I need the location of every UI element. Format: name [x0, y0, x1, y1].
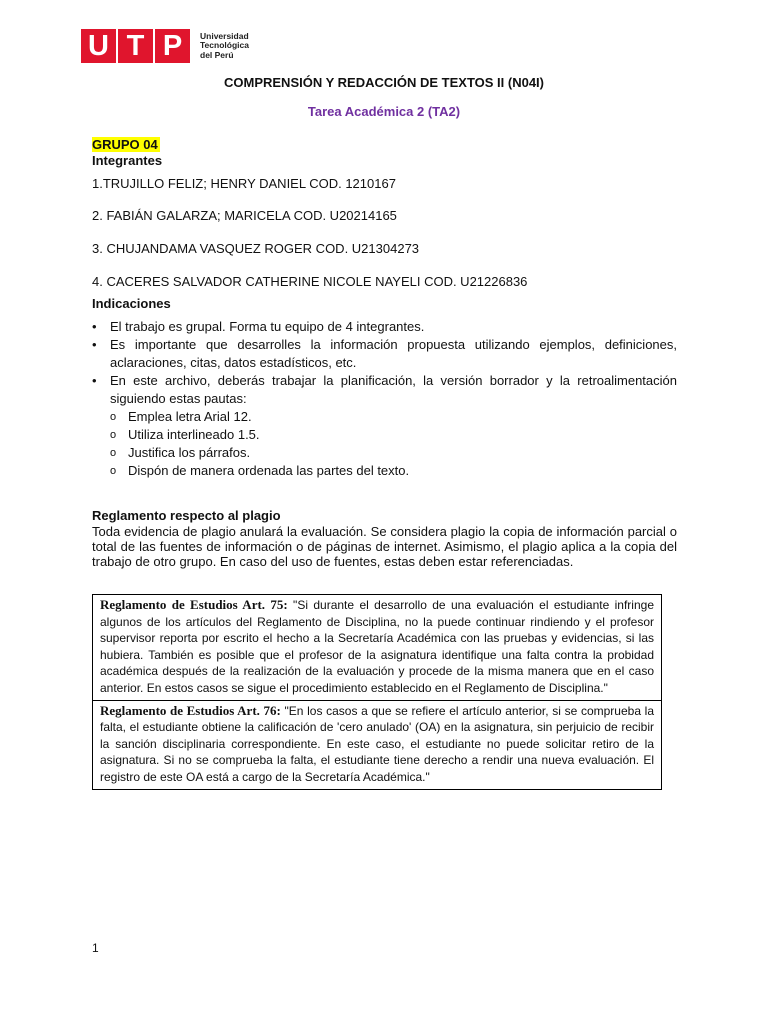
instruction-item: • El trabajo es grupal. Forma tu equipo de 4 integrantes.	[92, 318, 677, 336]
regulation-heading: Reglamento de Estudios Art. 75:	[100, 597, 288, 612]
document-subtitle: Tarea Académica 2 (TA2)	[307, 104, 461, 119]
member-4: 4. CACERES SALVADOR CATHERINE NICOLE NAYELI COD. U21226836	[92, 274, 528, 289]
instruction-item: • Es importante que desarrolles la información propuesta utilizando ejemplos, definiciones, aclaraciones, citas, datos estadísticos, etc.	[92, 336, 677, 372]
group-label: GRUPO 04	[92, 137, 158, 152]
instruction-item	[92, 372, 677, 480]
member-3: 3. CHUJANDAMA VASQUEZ ROGER COD. U21304273	[92, 241, 420, 256]
logo-line-1: Universidad	[200, 30, 249, 41]
regulation-cell	[93, 595, 662, 701]
regulation-cell	[93, 700, 662, 789]
instruction-subitem: o Dispón de manera ordenada las partes del texto.	[110, 462, 677, 480]
instructions-title: Indicaciones	[92, 296, 171, 311]
regulation-row	[93, 700, 662, 789]
logo-university-name	[200, 32, 249, 61]
member-2: 2. FABIÁN GALARZA; MARICELA COD. U20214165	[92, 208, 397, 223]
instruction-item-text: En este archivo, deberás trabajar la planificación, la versión borrador y la retroalimentación siguiendo estas pautas:	[110, 373, 677, 406]
members-label: Integrantes	[92, 153, 163, 168]
regulation-text: "Si durante el desarrollo de una evaluación el estudiante infringe algunos de los artículos del Reglamento de Disciplina, no la puede continuar rindiendo y el profesor supervisor reporta por escrito el hecho a la Secretaría Académica con las pruebas y evidencias, si las hubiera. También es posible que el profesor de la asignatura identifique una falta contra la probidad académica después de la realización de la evaluación y procede de la misma manera que en el caso anterior. En estos casos se sigue el procedimiento establecido en el Reglamento de Disciplina."	[100, 598, 654, 695]
utp-logo	[81, 28, 249, 64]
logo-line-3: del Perú	[200, 49, 234, 60]
instruction-sublist	[110, 408, 677, 480]
instruction-subitem: o Justifica los párrafos.	[110, 444, 677, 462]
logo-letter-p: P	[155, 29, 190, 63]
member-1: 1.TRUJILLO FELIZ; HENRY DANIEL COD. 1210167	[92, 176, 396, 191]
regulation-row	[93, 595, 662, 701]
regulation-text: "En los casos a que se refiere el artículo anterior, si se comprueba la falta, el estudiante obtiene la calificación de 'cero anulado' (OA) en la asignatura, sin perjuicio de recibir la sanción disciplinaria correspondiente. En este caso, el estudiante no puede solicitar retiro de la asignatura. Si no se comprueba la falta, el estudiante tiene derecho a rendir una nueva evaluación. El registro de este OA está a cargo de la Secretaría Académica."	[100, 703, 655, 784]
instructions-list	[92, 318, 677, 480]
logo-line-2: Tecnológica	[200, 40, 249, 51]
plagiarism-body: Toda evidencia de plagio anulará la evaluación. Se considera plagio la copia de información parcial o total de las fuentes de información o de páginas de internet. Asimismo, el plagio aplica a la copia del trabajo de otro grupo. En caso del uso de fuentes, estas deben estar referenciadas.	[92, 524, 677, 570]
document-title: COMPRENSIÓN Y REDACCIÓN DE TEXTOS II (N04I)	[224, 75, 544, 90]
instruction-subitem: o Utiliza interlineado 1.5.	[110, 426, 677, 444]
instruction-subitem: o Emplea letra Arial 12.	[110, 408, 677, 426]
logo-letter-u: U	[81, 29, 116, 63]
plagiarism-title: Reglamento respecto al plagio	[92, 508, 281, 523]
regulation-heading: Reglamento de Estudios Art. 76:	[100, 702, 281, 718]
logo-letter-t: T	[118, 29, 153, 63]
page-number: 1	[92, 941, 99, 955]
regulations-table	[92, 594, 662, 790]
